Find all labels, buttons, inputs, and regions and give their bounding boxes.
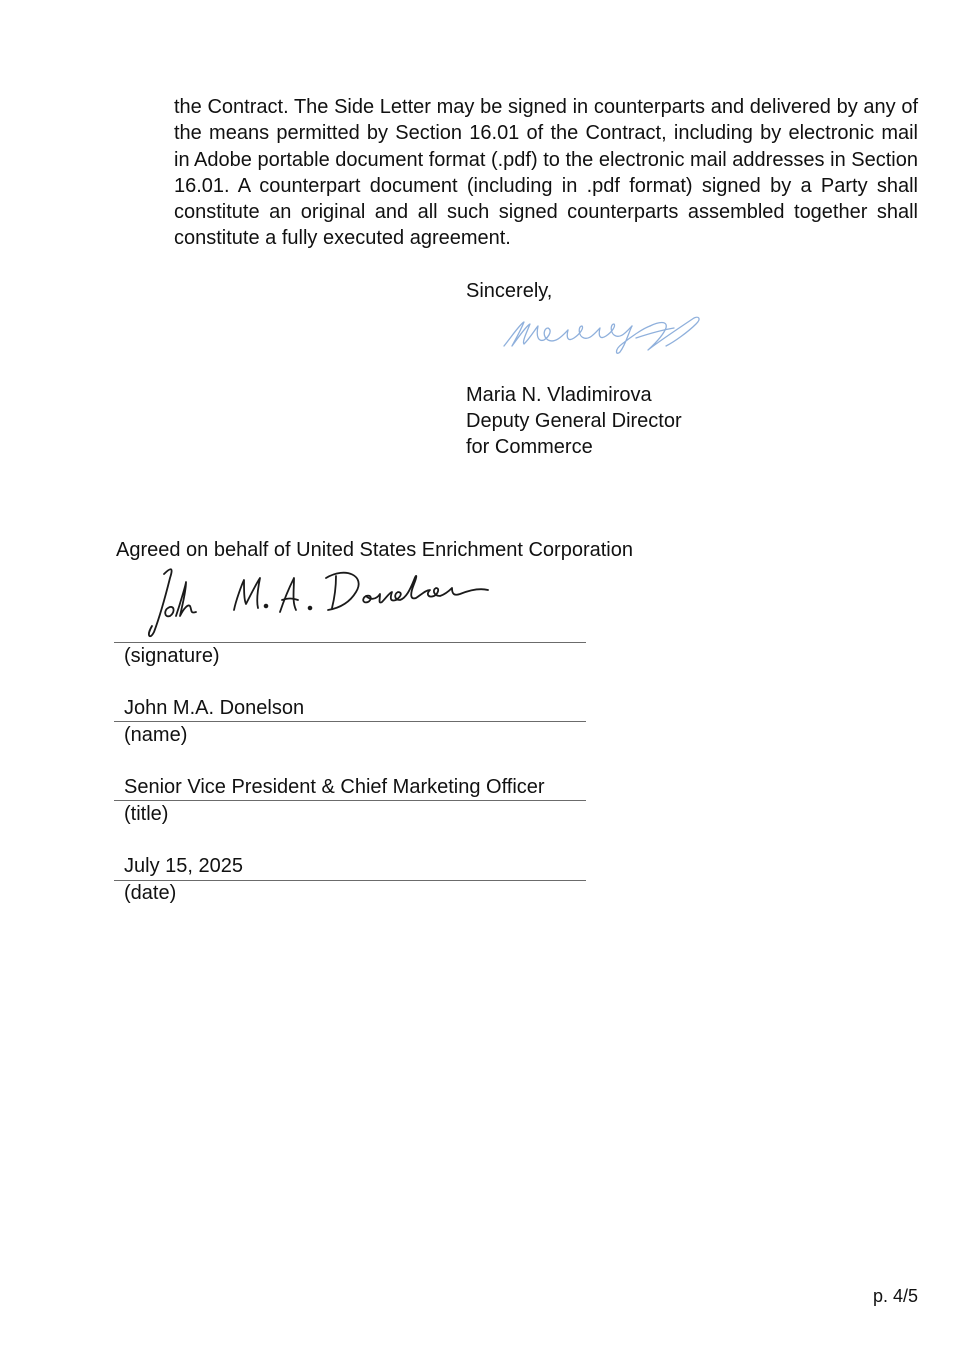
page-number: p. 4/5 <box>872 1286 918 1306</box>
title-caption: (title) <box>124 803 169 825</box>
date-value: July 15, 2025 <box>124 855 243 877</box>
signature-line <box>114 642 586 643</box>
date-caption: (date) <box>124 882 177 904</box>
signature-caption: (signature) <box>124 645 220 667</box>
name-line <box>114 721 586 722</box>
body-paragraph: the Contract. The Side Letter may be signed in counterparts and delivered by any of the means permitted by Section 16.01 of the Contract, including by electronic mail in Adobe portable document format (.pdf) to the electronic mail addresses in Section 16.01. A counterpart document (including in .pdf format) signed by a Party shall constitute an original and all such signed counterparts assembled together shall constitute a fully executed agreement. <box>174 96 918 250</box>
agreement-heading: Agreed on behalf of United States Enrichment Corporation <box>116 539 633 561</box>
title-value: Senior Vice President & Chief Marketing Officer <box>124 776 545 798</box>
signer-title-line1: Deputy General Director <box>466 410 682 432</box>
vladimirova-signature <box>498 312 708 358</box>
signer-name: Maria N. Vladimirova <box>466 384 652 406</box>
closing-salutation: Sincerely, <box>466 280 553 302</box>
name-value: John M.A. Donelson <box>124 697 305 719</box>
donelson-signature <box>140 560 500 642</box>
signer-title-line2: for Commerce <box>466 436 593 458</box>
name-caption: (name) <box>124 724 188 746</box>
title-line <box>114 800 586 801</box>
date-line <box>114 880 586 881</box>
signer-block <box>466 382 682 460</box>
